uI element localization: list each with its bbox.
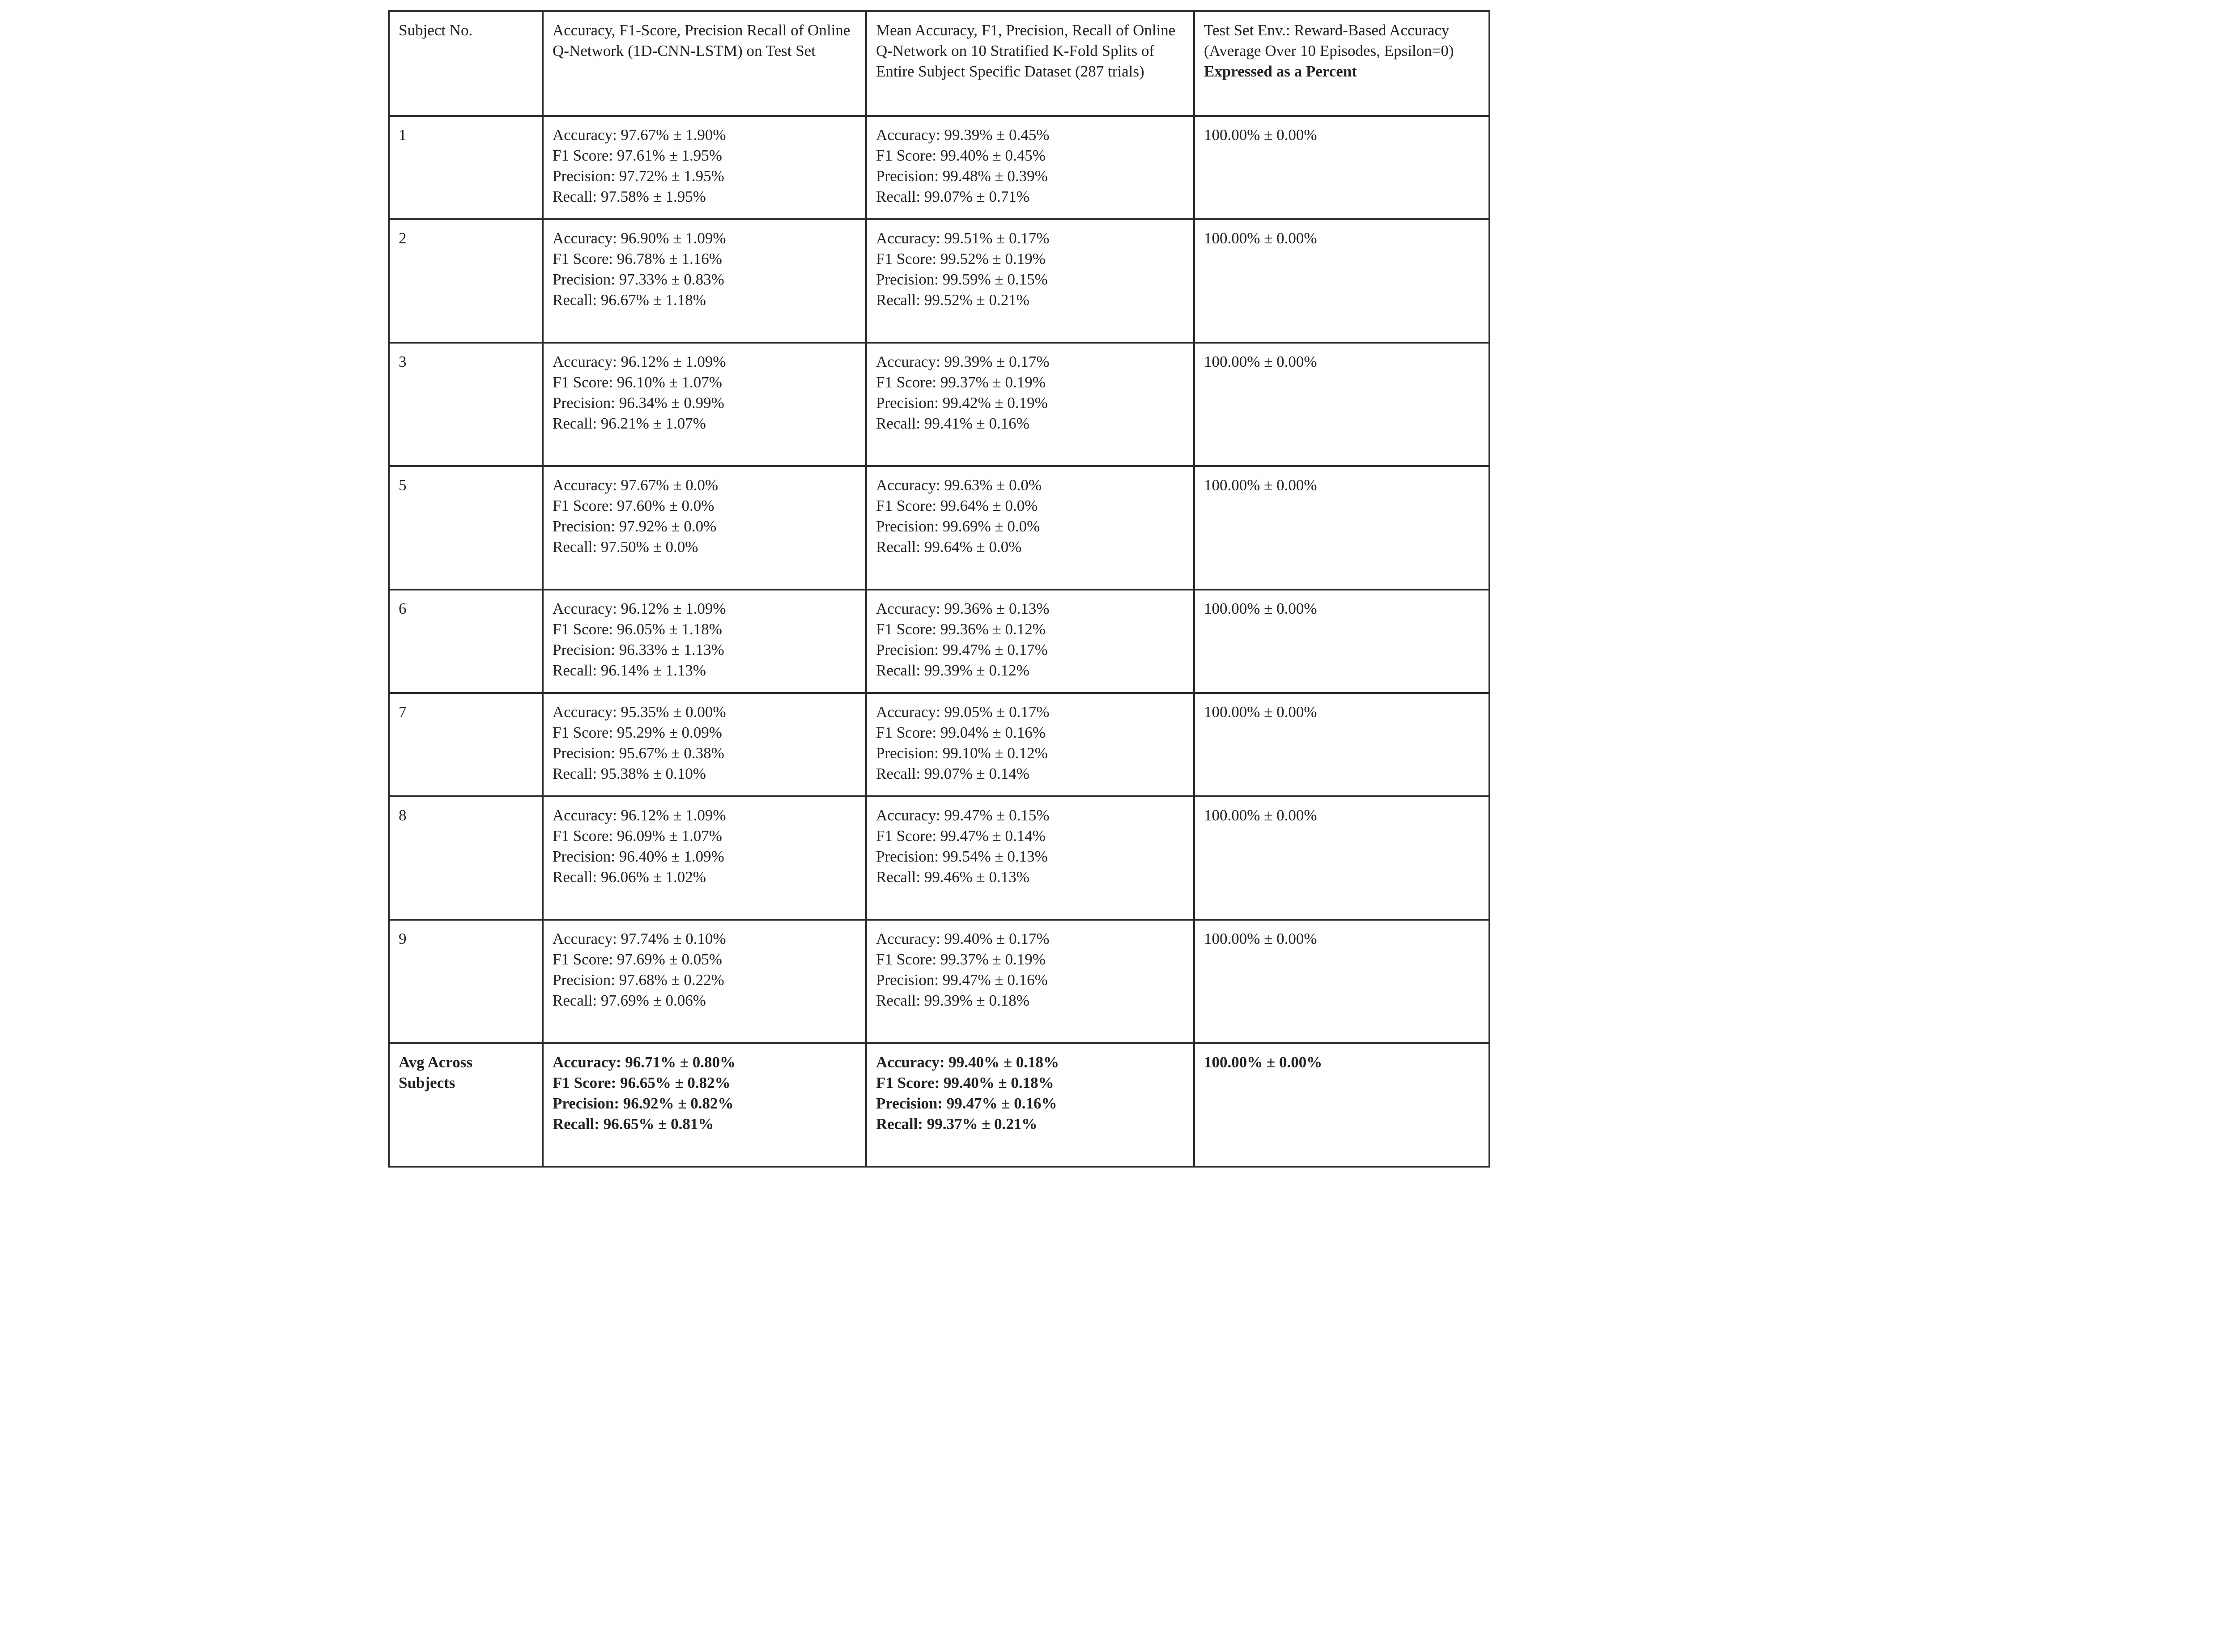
metric-line: Accuracy: 99.47% ± 0.15% <box>876 807 1050 824</box>
subject-cell <box>389 920 543 1043</box>
table-row <box>389 466 1489 590</box>
metric-line: 7 <box>399 703 407 721</box>
reward-accuracy-cell <box>1194 219 1489 343</box>
metric-line: Precision: 99.47% ± 0.17% <box>876 641 1048 658</box>
test-set-metrics-cell <box>543 920 866 1043</box>
reward-accuracy-cell <box>1194 343 1489 466</box>
metric-line: F1 Score: 96.78% ± 1.16% <box>553 250 722 268</box>
metric-line: Precision: 97.72% ± 1.95% <box>553 167 724 185</box>
subject-cell <box>389 219 543 343</box>
metric-line: Precision: 96.40% ± 1.09% <box>553 848 724 865</box>
metric-line: Precision: 99.54% ± 0.13% <box>876 848 1048 865</box>
table-row <box>389 219 1489 343</box>
header-cell-subject <box>389 11 543 116</box>
metric-line: Accuracy: 95.35% ± 0.00% <box>553 703 726 721</box>
metric-line: Precision: 99.47% ± 0.16% <box>876 971 1048 989</box>
header-cell-kfold <box>866 11 1194 116</box>
metric-line: Precision: 99.47% ± 0.16% <box>876 1095 1057 1112</box>
reward-accuracy-cell <box>1194 116 1489 219</box>
subject-cell <box>389 796 543 920</box>
metric-line: F1 Score: 99.40% ± 0.18% <box>876 1074 1054 1091</box>
kfold-metrics-cell <box>866 920 1194 1043</box>
metric-line: 100.00% ± 0.00% <box>1204 807 1317 824</box>
metric-line: F1 Score: 96.10% ± 1.07% <box>553 374 722 391</box>
subject-cell <box>389 693 543 796</box>
metric-line: F1 Score: 97.60% ± 0.0% <box>553 497 714 514</box>
kfold-metrics-cell <box>866 796 1194 920</box>
metric-line: Precision: 97.92% ± 0.0% <box>553 518 717 535</box>
average-kfold-metrics-cell <box>866 1043 1194 1167</box>
test-set-metrics-cell <box>543 590 866 693</box>
metric-line: F1 Score: 99.47% ± 0.14% <box>876 827 1046 845</box>
metric-line: Precision: 99.48% ± 0.39% <box>876 167 1048 185</box>
metric-line: Recall: 99.46% ± 0.13% <box>876 868 1029 886</box>
metric-line: Accuracy: 97.67% ± 0.0% <box>553 476 719 494</box>
metric-line: Recall: 96.67% ± 1.18% <box>553 291 706 309</box>
metric-line: Recall: 99.52% ± 0.21% <box>876 291 1029 309</box>
metric-line: F1 Score: 97.69% ± 0.05% <box>553 951 722 968</box>
metric-line: Accuracy: 99.05% ± 0.17% <box>876 703 1050 721</box>
average-reward-accuracy-cell <box>1194 1043 1489 1167</box>
metric-line: 1 <box>399 126 407 144</box>
metric-line: Recall: 95.38% ± 0.10% <box>553 765 706 782</box>
metric-line: 8 <box>399 807 407 824</box>
metric-line: Accuracy: 96.12% ± 1.09% <box>553 807 726 824</box>
metric-line: F1 Score: 96.05% ± 1.18% <box>553 620 722 638</box>
metric-line: Accuracy: 97.74% ± 0.10% <box>553 930 726 947</box>
reward-accuracy-cell <box>1194 693 1489 796</box>
metric-line: Precision: 97.68% ± 0.22% <box>553 971 724 989</box>
reward-accuracy-cell <box>1194 590 1489 693</box>
average-row <box>389 1043 1489 1167</box>
table-row <box>389 796 1489 920</box>
metric-line: 100.00% ± 0.00% <box>1204 126 1317 144</box>
metric-line: Accuracy: 99.51% ± 0.17% <box>876 229 1050 247</box>
reward-accuracy-cell <box>1194 466 1489 590</box>
metric-line: 2 <box>399 229 407 247</box>
metric-line: Precision: 96.33% ± 1.13% <box>553 641 724 658</box>
metric-line: Accuracy: 99.63% ± 0.0% <box>876 476 1042 494</box>
header-cell-reward <box>1194 11 1489 116</box>
metric-line: F1 Score: 99.40% ± 0.45% <box>876 147 1046 164</box>
metric-line: 100.00% ± 0.00% <box>1204 703 1317 721</box>
table-row <box>389 116 1489 219</box>
metric-line: Accuracy: 99.36% ± 0.13% <box>876 600 1050 617</box>
metric-line: 3 <box>399 353 407 370</box>
metric-line: F1 Score: 95.29% ± 0.09% <box>553 724 722 741</box>
reward-accuracy-cell <box>1194 920 1489 1043</box>
metric-line: Recall: 96.21% ± 1.07% <box>553 415 706 432</box>
metric-line: Accuracy: 99.40% ± 0.17% <box>876 930 1050 947</box>
metric-line: F1 Score: 99.37% ± 0.19% <box>876 374 1046 391</box>
average-test-set-metrics-cell <box>543 1043 866 1167</box>
metric-line: Recall: 99.64% ± 0.0% <box>876 538 1022 556</box>
metric-line: 100.00% ± 0.00% <box>1204 1053 1323 1071</box>
header-test-set-text: Accuracy, F1-Score, Precision Recall of Online Q-Network (1D-CNN-LSTM) on Test Set <box>553 21 851 59</box>
metric-line: Recall: 99.07% ± 0.71% <box>876 188 1029 205</box>
metric-line: F1 Score: 99.04% ± 0.16% <box>876 724 1046 741</box>
metric-line: Recall: 96.06% ± 1.02% <box>553 868 706 886</box>
metric-line: F1 Score: 99.52% ± 0.19% <box>876 250 1046 268</box>
header-reward-text: Test Set Env.: Reward-Based Accuracy (Average Over 10 Episodes, Epsilon=0) <box>1204 21 1454 59</box>
reward-accuracy-cell <box>1194 796 1489 920</box>
metric-line: Accuracy: 96.12% ± 1.09% <box>553 600 726 617</box>
metric-line: Accuracy: 96.71% ± 0.80% <box>553 1053 736 1071</box>
metric-line: Recall: 99.07% ± 0.14% <box>876 765 1029 782</box>
metric-line: Recall: 99.37% ± 0.21% <box>876 1115 1038 1133</box>
metric-line: 100.00% ± 0.00% <box>1204 476 1317 494</box>
metric-line: Precision: 96.34% ± 0.99% <box>553 394 724 412</box>
metric-line: 100.00% ± 0.00% <box>1204 353 1317 370</box>
metric-line: Accuracy: 96.12% ± 1.09% <box>553 353 726 370</box>
test-set-metrics-cell <box>543 796 866 920</box>
metric-line: Precision: 99.69% ± 0.0% <box>876 518 1040 535</box>
metric-line: Recall: 99.41% ± 0.16% <box>876 415 1029 432</box>
subject-cell <box>389 343 543 466</box>
metric-line: Precision: 95.67% ± 0.38% <box>553 744 724 762</box>
metric-line: F1 Score: 99.64% ± 0.0% <box>876 497 1038 514</box>
metric-line: Accuracy: 97.67% ± 1.90% <box>553 126 726 144</box>
subject-cell <box>389 466 543 590</box>
subject-cell <box>389 116 543 219</box>
table-row <box>389 343 1489 466</box>
table-row <box>389 920 1489 1043</box>
metric-line: 100.00% ± 0.00% <box>1204 600 1317 617</box>
test-set-metrics-cell <box>543 219 866 343</box>
table-row <box>389 590 1489 693</box>
metric-line: Recall: 96.65% ± 0.81% <box>553 1115 714 1133</box>
kfold-metrics-cell <box>866 116 1194 219</box>
metric-line: 9 <box>399 930 407 947</box>
metric-line: Accuracy: 99.39% ± 0.17% <box>876 353 1050 370</box>
metric-line: 100.00% ± 0.00% <box>1204 229 1317 247</box>
metric-line: Recall: 97.58% ± 1.95% <box>553 188 706 205</box>
header-row <box>389 11 1489 116</box>
header-subject-text: Subject No. <box>399 21 473 39</box>
metric-line: Accuracy: 99.39% ± 0.45% <box>876 126 1050 144</box>
metric-line: Precision: 99.10% ± 0.12% <box>876 744 1048 762</box>
metric-line: F1 Score: 97.61% ± 1.95% <box>553 147 722 164</box>
average-label: Avg Across Subjects <box>399 1053 472 1091</box>
metric-line: F1 Score: 99.37% ± 0.19% <box>876 951 1046 968</box>
metric-line: Recall: 99.39% ± 0.18% <box>876 992 1029 1009</box>
metric-line: F1 Score: 96.09% ± 1.07% <box>553 827 722 845</box>
metric-line: Precision: 96.92% ± 0.82% <box>553 1095 734 1112</box>
metric-line: Recall: 96.14% ± 1.13% <box>553 662 706 679</box>
header-reward-bold-text: Expressed as a Percent <box>1204 63 1357 80</box>
results-table <box>388 10 1490 1168</box>
test-set-metrics-cell <box>543 693 866 796</box>
metric-line: Precision: 97.33% ± 0.83% <box>553 271 724 288</box>
average-subject-cell <box>389 1043 543 1167</box>
table-row <box>389 693 1489 796</box>
metric-line: Accuracy: 96.90% ± 1.09% <box>553 229 726 247</box>
subject-cell <box>389 590 543 693</box>
kfold-metrics-cell <box>866 590 1194 693</box>
metric-line: 6 <box>399 600 407 617</box>
kfold-metrics-cell <box>866 466 1194 590</box>
test-set-metrics-cell <box>543 116 866 219</box>
kfold-metrics-cell <box>866 693 1194 796</box>
metric-line: Precision: 99.59% ± 0.15% <box>876 271 1048 288</box>
metric-line: 100.00% ± 0.00% <box>1204 930 1317 947</box>
metric-line: Recall: 97.50% ± 0.0% <box>553 538 698 556</box>
metric-line: F1 Score: 99.36% ± 0.12% <box>876 620 1046 638</box>
metric-line: Recall: 97.69% ± 0.06% <box>553 992 706 1009</box>
metric-line: F1 Score: 96.65% ± 0.82% <box>553 1074 731 1091</box>
metric-line: Precision: 99.42% ± 0.19% <box>876 394 1048 412</box>
header-cell-test-set <box>543 11 866 116</box>
test-set-metrics-cell <box>543 466 866 590</box>
kfold-metrics-cell <box>866 219 1194 343</box>
metric-line: Accuracy: 99.40% ± 0.18% <box>876 1053 1059 1071</box>
header-kfold-text: Mean Accuracy, F1, Precision, Recall of Online Q-Network on 10 Stratified K-Fold Splits of Entire Subject Specific Dataset (287 trials) <box>876 21 1176 80</box>
test-set-metrics-cell <box>543 343 866 466</box>
metric-line: 5 <box>399 476 407 494</box>
kfold-metrics-cell <box>866 343 1194 466</box>
metric-line: Recall: 99.39% ± 0.12% <box>876 662 1029 679</box>
